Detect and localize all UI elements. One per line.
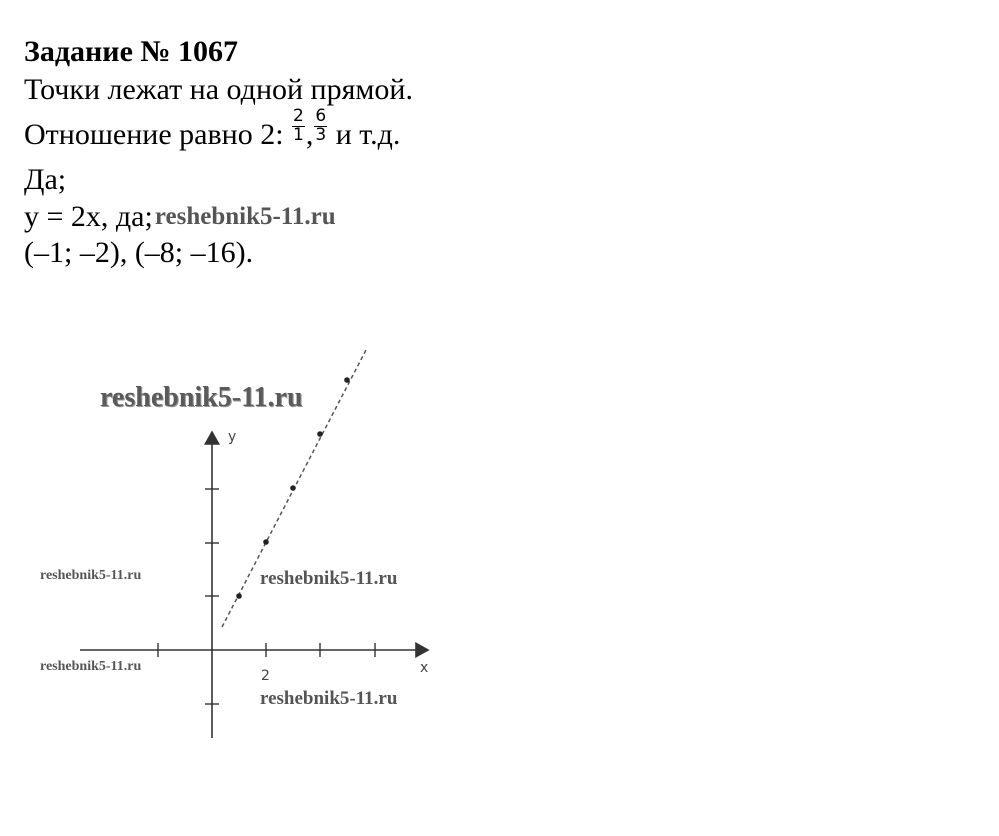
data-point (344, 377, 350, 383)
x-tick-label: 2 (261, 668, 270, 684)
watermark-inline: reshebnik5-11.ru (154, 203, 336, 230)
fraction-denominator: 3 (315, 124, 327, 145)
data-point (317, 431, 323, 437)
ratio-suffix: и т.д. (328, 118, 401, 151)
statement-line: Точки лежат на одной прямой. (24, 73, 413, 106)
ratio-prefix: Отношение равно 2: (24, 118, 292, 151)
data-point (290, 485, 296, 491)
watermark-large: reshebnik5-11.ru (100, 382, 303, 413)
fraction-numerator: 2 (293, 105, 304, 126)
watermark-left-top: reshebnik5-11.ru (40, 568, 142, 583)
watermark-center-top: reshebnik5-11.ru (260, 568, 398, 589)
answer-yes-line: Да; (24, 163, 67, 196)
x-axis-label: x (420, 660, 429, 676)
watermark-center-bottom: reshebnik5-11.ru (260, 688, 398, 709)
data-point (263, 539, 269, 545)
equation-text: y = 2x, да; (24, 200, 153, 233)
fraction-separator: , (305, 118, 314, 151)
watermark-left-bottom: reshebnik5-11.ru (40, 659, 142, 674)
fraction-denominator: 1 (293, 124, 304, 145)
data-point (236, 593, 242, 599)
points-line: (–1; –2), (–8; –16). (24, 236, 254, 269)
y-axis-label: y (228, 429, 237, 445)
task-title: Задание № 1067 (24, 35, 239, 68)
fraction-numerator: 6 (315, 105, 327, 126)
